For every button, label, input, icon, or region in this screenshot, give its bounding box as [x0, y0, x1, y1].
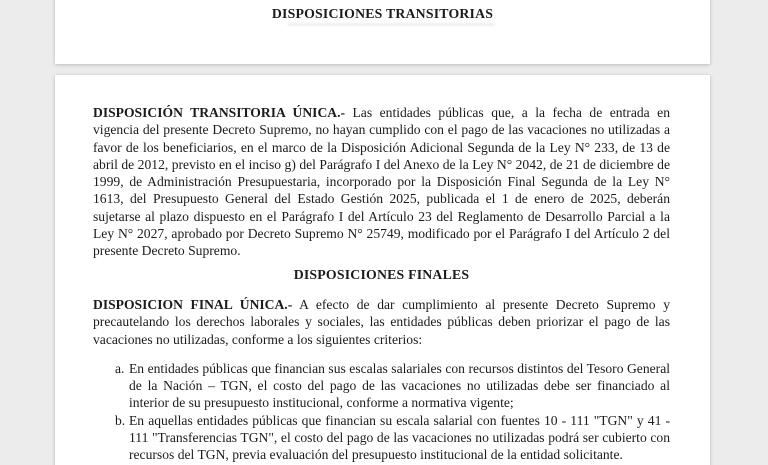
paragraph-final-unica — [93, 296, 670, 348]
page-content — [55, 75, 710, 464]
section-heading-transitorias: DISPOSICIONES TRANSITORIAS — [271, 6, 494, 21]
document-page-2 — [55, 75, 710, 465]
paragraph-transitoria-unica — [93, 104, 670, 260]
list-item — [115, 360, 670, 412]
paragraph-body-text: Las entidades públicas que, a la fecha de entrada en vigencia del presente Decreto Supremo, no hayan cumplido con el pago de las vacaciones no utilizadas a favor de los beneficiarios, en el marco de la Disposición Adicional Segunda de la Ley N° 233, de 13 de abril de 2012, previsto en el inciso g) del Parágrafo I del Anexo de la Ley N° 2042, de 21 de diciembre de 1999, de Administración Presupuestaria, incorporado por la Disposición Final Segunda de la Ley N° 1613, del Presupuesto General del Estado Gestión 2025, publicada el 1 de enero de 2025, deberán sujetarse al plazo dispuesto en el Parágrafo I del Artículo 23 del Reglamento de Desarrollo Parcial a la Ley N° 2027, aprobado por Decreto Supremo N° 25749, modificado por el Parágrafo I del Artículo 2 del presente Decreto Supremo. — [93, 105, 671, 259]
criteria-list — [93, 360, 670, 464]
paragraph-lead-bold: DISPOSICION FINAL ÚNICA.- — [93, 296, 293, 312]
paragraph-body-text: A efecto de dar cumplimiento al presente Decreto Supremo y precautelando los derechos laborales y sociales, las entidades públicas deben priorizar el pago de las vacaciones no utilizadas, conforme a los siguientes criterios: — [93, 296, 670, 347]
list-item-text: En aquellas entidades públicas que financian su escala salarial con fuentes 10 - 111 "TGN" y 41 - 111 "Transferencias TGN", el costo del pago de las vacaciones no utilizadas podrá ser cubierto con recursos del TGN, previa evaluación del presupuesto institucional de la entidad solicitante. — [129, 412, 670, 463]
list-item-marker: a. — [115, 360, 125, 376]
list-item-marker: b. — [115, 412, 126, 428]
list-item-text: En entidades públicas que financian sus escalas salariales con recursos distintos del Tesoro General de la Nación – TGN, el costo del pago de las vacaciones no utilizadas debe ser financiado al interior de su presupuesto institucional, conforme a normativa vigente; — [129, 360, 670, 411]
document-page-1 — [55, 0, 710, 64]
list-item — [115, 412, 670, 464]
paragraph-lead-bold: DISPOSICIÓN TRANSITORIA ÚNICA.- — [93, 105, 346, 120]
section-heading-finales: DISPOSICIONES FINALES — [293, 266, 470, 282]
cutoff-text-artifact — [288, 23, 494, 26]
